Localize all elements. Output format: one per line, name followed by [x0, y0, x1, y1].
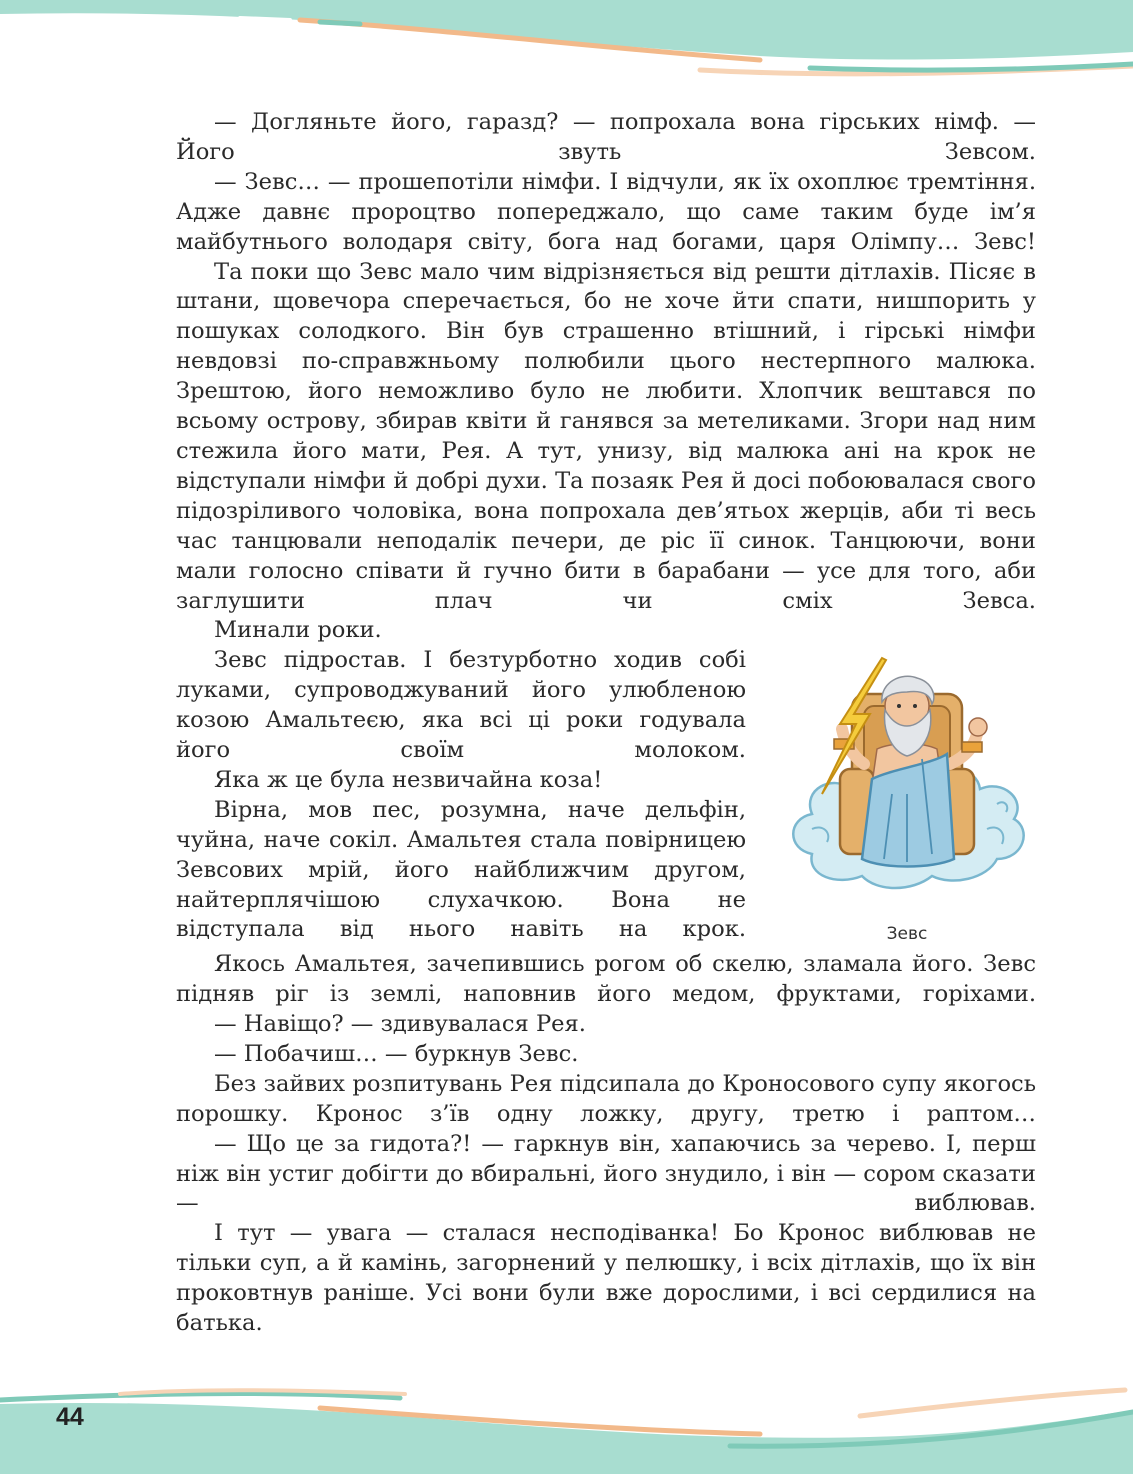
figure-caption: Зевс	[886, 924, 928, 945]
paragraph: Яка ж це була незвичайна коза!	[214, 766, 603, 793]
paragraph: Минали роки.	[214, 617, 382, 644]
paragraph: — Побачиш… — буркнув Зевс.	[214, 1040, 579, 1067]
paragraph: І тут — увага — сталася несподіванка! Бо Кронос виблював не тільки суп, а й камінь, загорнений у пелюшку, і всіх дітлахів, що їх він проковтнув раніше. Усі вони були вже дорослими, і всі сердилися на батька.	[176, 1220, 1036, 1337]
top-wave-decoration	[0, 0, 1133, 90]
story-text	[176, 108, 1036, 1339]
paragraph: — Зевс… — прошепотіли німфи. І відчули, як їх охоплює тремтіння. Адже давнє пророцтво попереджало, що саме таким буде ім’я майбутнього володаря світу, бога над богами, царя Олімпу… Зевс!	[176, 168, 1036, 255]
paragraph: Вірна, мов пес, розумна, наче дельфін, чуйна, наче сокіл. Амальтея стала повірницею Зевсових мрій, його найближчим другом, найтерплячішою слухачкою. Вона не відступала від нього навіть на крок.	[176, 796, 746, 943]
paragraph: Без зайвих розпитувань Рея підсипала до Кроносового супу якогось порошку. Кронос з’їв одну ложку, другу, третю і раптом…	[176, 1070, 1036, 1127]
paragraph: Та поки що Зевс мало чим відрізняється від решти дітлахів. Пісяє в штани, щовечора сперечається, бо не хоче йти спати, нишпорить у пошуках солодкого. Він був страшенно втішний, і гірські німфи невдовзі по-справжньому полюбили цього нестерпного малюка. Зрештою, його неможливо було не любити. Хлопчик вештався по всьому острову, збирав квіти й ганявся за метеликами. Згори над ним стежила його мати, Рея. А тут, унизу, від малюка ані на крок не відступали німфи й добрі духи. Та позаяк Рея й досі побоювалася свого підозріливого чоловіка, вона попрохала дев’ятьох жерців, аби ті весь час танцювали неподалік печери, де ріс її синок. Танцюючи, вони мали голосно співати й гучно бити в барабани — усе для того, аби заглушити плач чи сміх Зевса.	[176, 258, 1036, 614]
page-number: 44	[56, 1403, 84, 1431]
paragraph: Якось Амальтея, зачепившись рогом об скелю, зламала його. Зевс підняв ріг із землі, наповнив його медом, фруктами, горіхами.	[176, 951, 1036, 1008]
paragraph: — Догляньте його, гаразд? — попрохала вона гірських німф. — Його звуть Зевсом.	[176, 109, 1036, 165]
paragraph: Зевс підростав. І безтурботно ходив собі луками, супроводжуваний його улюбленою козою Амальтеєю, яка всі ці роки годувала його своїм молоком.	[176, 647, 746, 764]
zeus-figure	[746, 646, 1036, 950]
zeus-on-throne-icon	[782, 654, 1032, 904]
paragraph: — Навіщо? — здивувалася Рея.	[214, 1011, 586, 1038]
bottom-wave-decoration	[0, 1364, 1133, 1474]
wrapped-text-column	[176, 646, 746, 945]
paragraph: — Що це за гидота?! — гаркнув він, хапаючись за черево. І, перш ніж він устиг добігти до вбиральні, його знудило, і він — сором сказати — виблював.	[176, 1130, 1036, 1217]
text-with-figure	[176, 646, 1036, 950]
